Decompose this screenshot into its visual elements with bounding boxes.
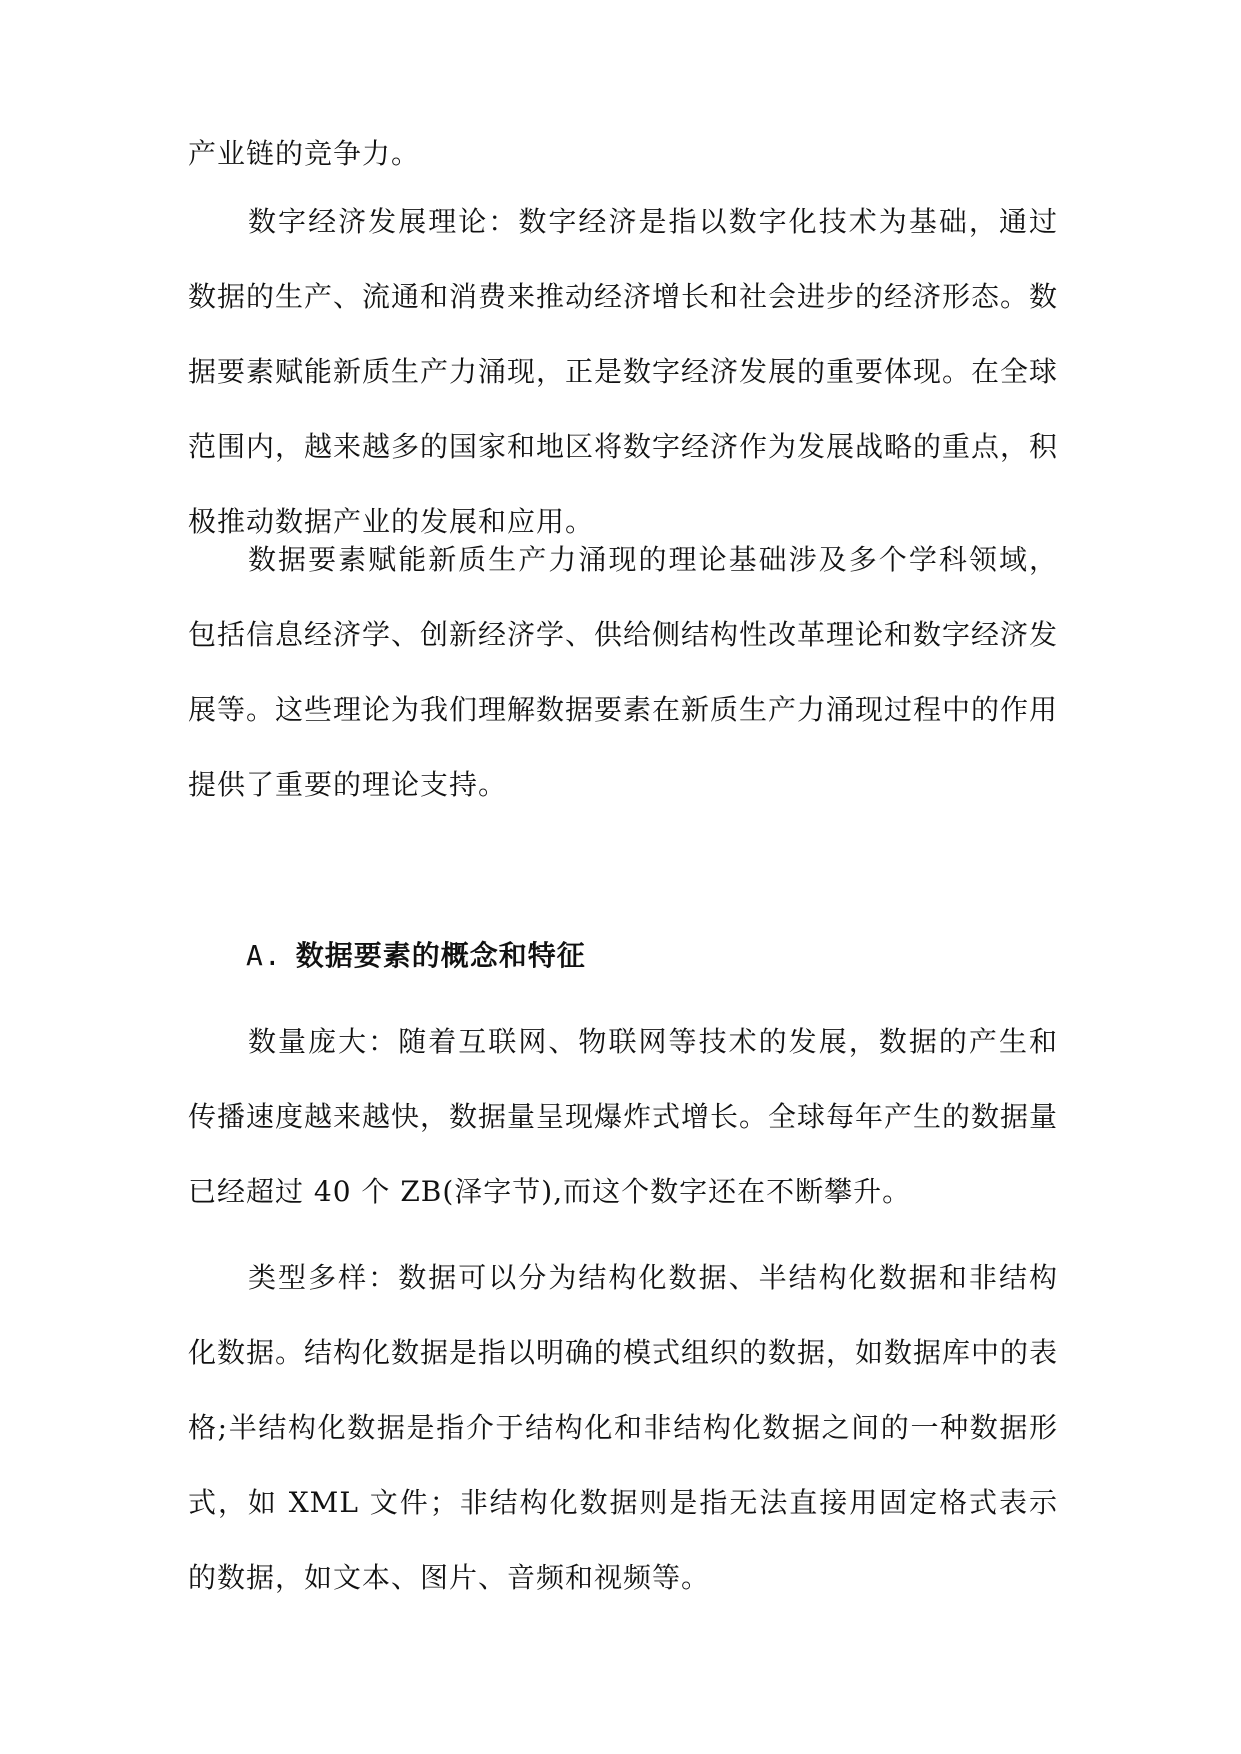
section-heading <box>246 936 586 976</box>
paragraph-theory-summary: 数据要素赋能新质生产力涌现的理论基础涉及多个学科领域，包括信息经济学、创新经济学、供给侧结构性改革理论和数字经济发展等。这些理论为我们理解数据要素在新质生产力涌现过程中的作用提供了重要的理论支持。 <box>188 543 1059 801</box>
paragraph-digital-economy-theory: 数字经济发展理论：数字经济是指以数字化技术为基础，通过数据的生产、流通和消费来推动经济增长和社会进步的经济形态。数据要素赋能新质生产力涌现，正是数字经济发展的重要体现。在全球范围内，越来越多的国家和地区将数字经济作为发展战略的重点，积极推动数据产业的发展和应用。 <box>188 205 1059 538</box>
paragraph-data-volume: 数量庞大：随着互联网、物联网等技术的发展，数据的产生和传播速度越来越快，数据量呈现爆炸式增长。全球每年产生的数据量已经超过 40 个 ZB(泽字节),而这个数字还在不断攀升。 <box>188 1025 1059 1208</box>
section-heading-label: A. <box>246 939 282 972</box>
paragraph-continuation: 产业链的竞争力。 <box>188 137 421 170</box>
paragraph-data-types: 类型多样：数据可以分为结构化数据、半结构化数据和非结构化数据。结构化数据是指以明确的模式组织的数据，如数据库中的表格;半结构化数据是指介于结构化和非结构化数据之间的一种数据形式，如 XML 文件；非结构化数据则是指无法直接用固定格式表示的数据，如文本、图片、音频和视频等。 <box>188 1261 1059 1594</box>
section-heading-text: 数据要素的概念和特征 <box>295 939 586 972</box>
